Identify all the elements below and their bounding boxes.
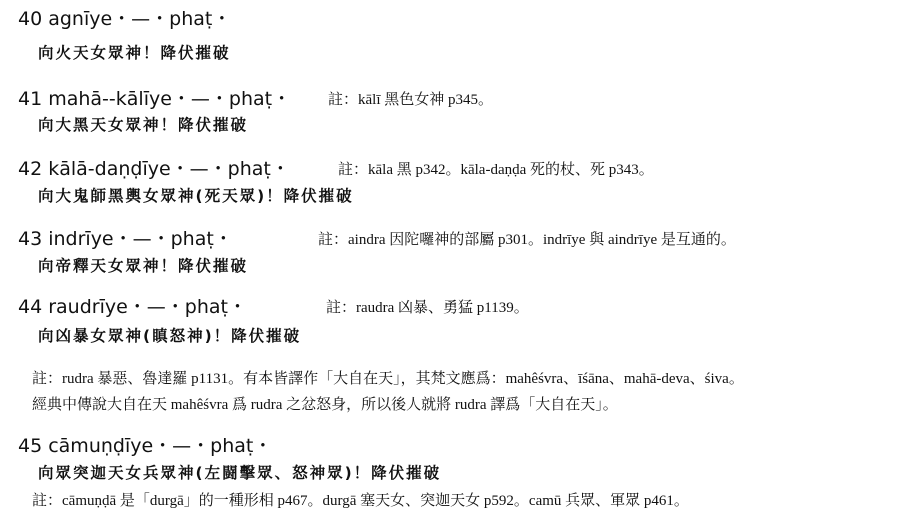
mantra-line-42: 42 kālā-daṇḍīye・—・phaṭ・ bbox=[18, 158, 290, 180]
chinese-translation-40: 向火天女眾神！降伏摧破 bbox=[38, 44, 231, 62]
long-note-line-1: 註：rudra 暴惡、魯達羅 p1131。有本皆譯作「大自在天」，其梵文應爲：mahêśvra、īśāna、mahā-deva、śiva。 bbox=[32, 371, 744, 387]
note-45: 註：cāmuṇḍā 是「durgā」的一種形相 p467。durgā 塞天女、突迦天女 p592。camū 兵眾、軍眾 p461。 bbox=[32, 493, 689, 509]
note-41: 註：kālī 黑色女神 p345。 bbox=[328, 92, 493, 108]
chinese-translation-44: 向凶暴女眾神(瞋怒神)！降伏摧破 bbox=[38, 327, 302, 345]
mantra-line-40: 40 agnīye・—・phaṭ・ bbox=[18, 8, 232, 30]
chinese-translation-43: 向帝釋天女眾神！降伏摧破 bbox=[38, 257, 249, 275]
note-44: 註：raudra 凶暴、勇猛 p1139。 bbox=[326, 300, 529, 316]
mantra-line-41: 41 mahā--kālīye・—・phaṭ・ bbox=[18, 88, 292, 110]
long-note-line-2: 經典中傳說大自在天 mahêśvra 爲 rudra 之忿怒身，所以後人就將 rudra 譯爲「大自在天」。 bbox=[32, 397, 618, 413]
mantra-line-43: 43 indrīye・—・phaṭ・ bbox=[18, 228, 233, 250]
mantra-line-44: 44 raudrīye・—・phaṭ・ bbox=[18, 296, 247, 318]
chinese-translation-45: 向眾突迦天女兵眾神(左闘擊眾、怒神眾)！降伏摧破 bbox=[38, 464, 442, 482]
note-43: 註：aindra 因陀囉神的部屬 p301。indrīye 與 aindrīye 是互通的。 bbox=[318, 232, 736, 248]
note-42: 註：kāla 黑 p342。kāla-daṇḍa 死的杖、死 p343。 bbox=[338, 162, 654, 178]
chinese-translation-41: 向大黑天女眾神！降伏摧破 bbox=[38, 116, 249, 134]
mantra-line-45: 45 cāmuṇḍīye・—・phaṭ・ bbox=[18, 435, 273, 457]
chinese-translation-42: 向大鬼師黑輿女眾神(死天眾)！降伏摧破 bbox=[38, 187, 354, 205]
